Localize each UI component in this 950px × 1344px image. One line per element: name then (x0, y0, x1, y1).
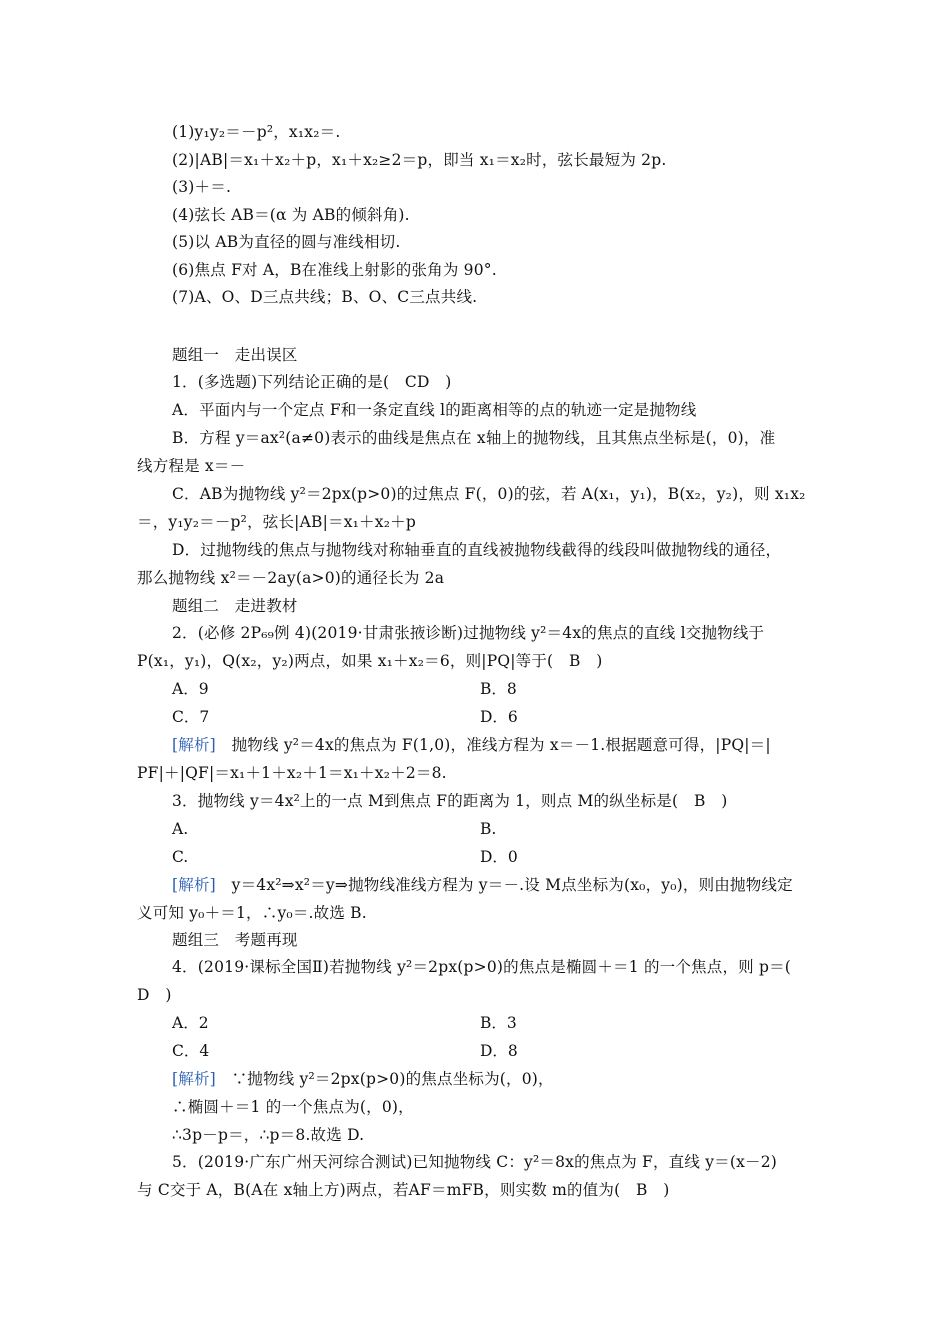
group2-title: 题组二 走进教材 (172, 597, 298, 615)
q1-option-c-line1: C．AB为抛物线 y²＝2px(p>0)的过焦点 F(，0)的弦，若 A(x₁，y₁)，B(x₂，y₂)，则 x₁x₂ (172, 485, 806, 503)
property-4: (4)弦长 AB＝(α 为 AB的倾斜角). (172, 206, 410, 224)
q4-option-b: B．3 (480, 1014, 517, 1032)
q4-solution-line1 (172, 1069, 852, 1089)
q2-stem-line1: 2．(必修 2P₆₉例 4)(2019·甘肃张掖诊断)过抛物线 y²＝4x的焦点的直线 l交抛物线于 (172, 624, 765, 642)
q3-solution-line2: 义可知 y₀＋＝1，∴y₀＝.故选 B. (137, 904, 367, 922)
q2-solution-text: 抛物线 y²＝4x的焦点为 F(1,0)，准线方程为 x＝－1.根据题意可得，|PQ|＝| (215, 736, 771, 754)
q4-stem-line1: 4．(2019·课标全国Ⅱ)若抛物线 y²＝2px(p>0)的焦点是椭圆＋＝1 的一个焦点，则 p＝( (172, 958, 792, 976)
property-7: (7)A、O、D三点共线；B、O、C三点共线. (172, 288, 478, 306)
q3-option-d: D．0 (480, 848, 518, 866)
q3-option-a: A. (172, 820, 189, 838)
group3-title: 题组三 考题再现 (172, 931, 298, 949)
solution-tag: [解析] (172, 876, 216, 894)
q3-option-c: C. (172, 848, 189, 866)
solution-tag: [解析] (172, 1070, 216, 1088)
q2-option-b: B．8 (480, 680, 517, 698)
property-6: (6)焦点 F对 A，B在准线上射影的张角为 90°. (172, 261, 497, 279)
q3-solution-text: y＝4x²⇒x²＝y⇒抛物线准线方程为 y＝－.设 M点坐标为(x₀，y₀)，则由抛物线定 (215, 876, 793, 894)
q1-option-a: A．平面内与一个定点 F和一条定直线 l的距离相等的点的轨迹一定是抛物线 (172, 401, 697, 419)
q4-option-c: C．4 (172, 1042, 210, 1060)
q5-stem-line1: 5．(2019·广东广州天河综合测试)已知抛物线 C：y²＝8x的焦点为 F，直线 y＝(x－2) (172, 1153, 778, 1171)
q2-solution-line2: PF|＋|QF|＝x₁＋1＋x₂＋1＝x₁＋x₂＋2＝8. (137, 764, 447, 782)
q2-option-c: C．7 (172, 708, 210, 726)
q1-option-d-line1: D．过抛物线的焦点与抛物线对称轴垂直的直线被抛物线截得的线段叫做抛物线的通径， (172, 541, 782, 559)
property-1: (1)y₁y₂＝－p²，x₁x₂＝. (172, 123, 341, 141)
q2-stem-line2: P(x₁，y₁)，Q(x₂，y₂)两点，如果 x₁＋x₂＝6，则|PQ|等于( B ) (137, 652, 603, 670)
q4-option-d: D．8 (480, 1042, 518, 1060)
q4-option-a: A．2 (172, 1014, 209, 1032)
q4-solution-line3: ∴3p－p＝，∴p＝8.故选 D. (172, 1126, 365, 1144)
q4-stem-line2: D ) (137, 986, 172, 1004)
q4-solution-line2: ∴椭圆＋＝1 的一个焦点为(，0)， (172, 1098, 414, 1116)
q1-stem: 1．(多选题)下列结论正确的是( CD ) (172, 373, 452, 391)
group1-title: 题组一 走出误区 (172, 346, 298, 364)
q3-solution-line1 (172, 875, 852, 895)
q2-solution-line1 (172, 735, 852, 755)
property-2: (2)|AB|＝x₁＋x₂＋p，x₁＋x₂≥2＝p，即当 x₁＝x₂时，弦长最短为 2p. (172, 151, 667, 169)
q1-option-b-line1: B．方程 y＝ax²(a≠0)表示的曲线是焦点在 x轴上的抛物线，且其焦点坐标是(，0)，准 (172, 429, 776, 447)
q2-option-a: A．9 (172, 680, 209, 698)
property-3: (3)＋＝. (172, 178, 232, 196)
q4-solution-text: ∵抛物线 y²＝2px(p>0)的焦点坐标为(，0)， (215, 1070, 554, 1088)
q3-stem: 3．抛物线 y＝4x²上的一点 M到焦点 F的距离为 1，则点 M的纵坐标是( B ) (172, 792, 728, 810)
q1-option-b-line2: 线方程是 x＝－ (137, 457, 246, 475)
q5-stem-line2: 与 C交于 A，B(A在 x轴上方)两点，若AF＝mFB，则实数 m的值为( B ) (137, 1181, 670, 1199)
q2-option-d: D．6 (480, 708, 518, 726)
q1-option-c-line2: ＝，y₁y₂＝－p²，弦长|AB|＝x₁＋x₂＋p (137, 513, 416, 531)
solution-tag: [解析] (172, 736, 216, 754)
property-5: (5)以 AB为直径的圆与准线相切. (172, 233, 401, 251)
q3-option-b: B. (480, 820, 497, 838)
q1-option-d-line2: 那么抛物线 x²＝－2ay(a>0)的通径长为 2a (137, 569, 445, 587)
